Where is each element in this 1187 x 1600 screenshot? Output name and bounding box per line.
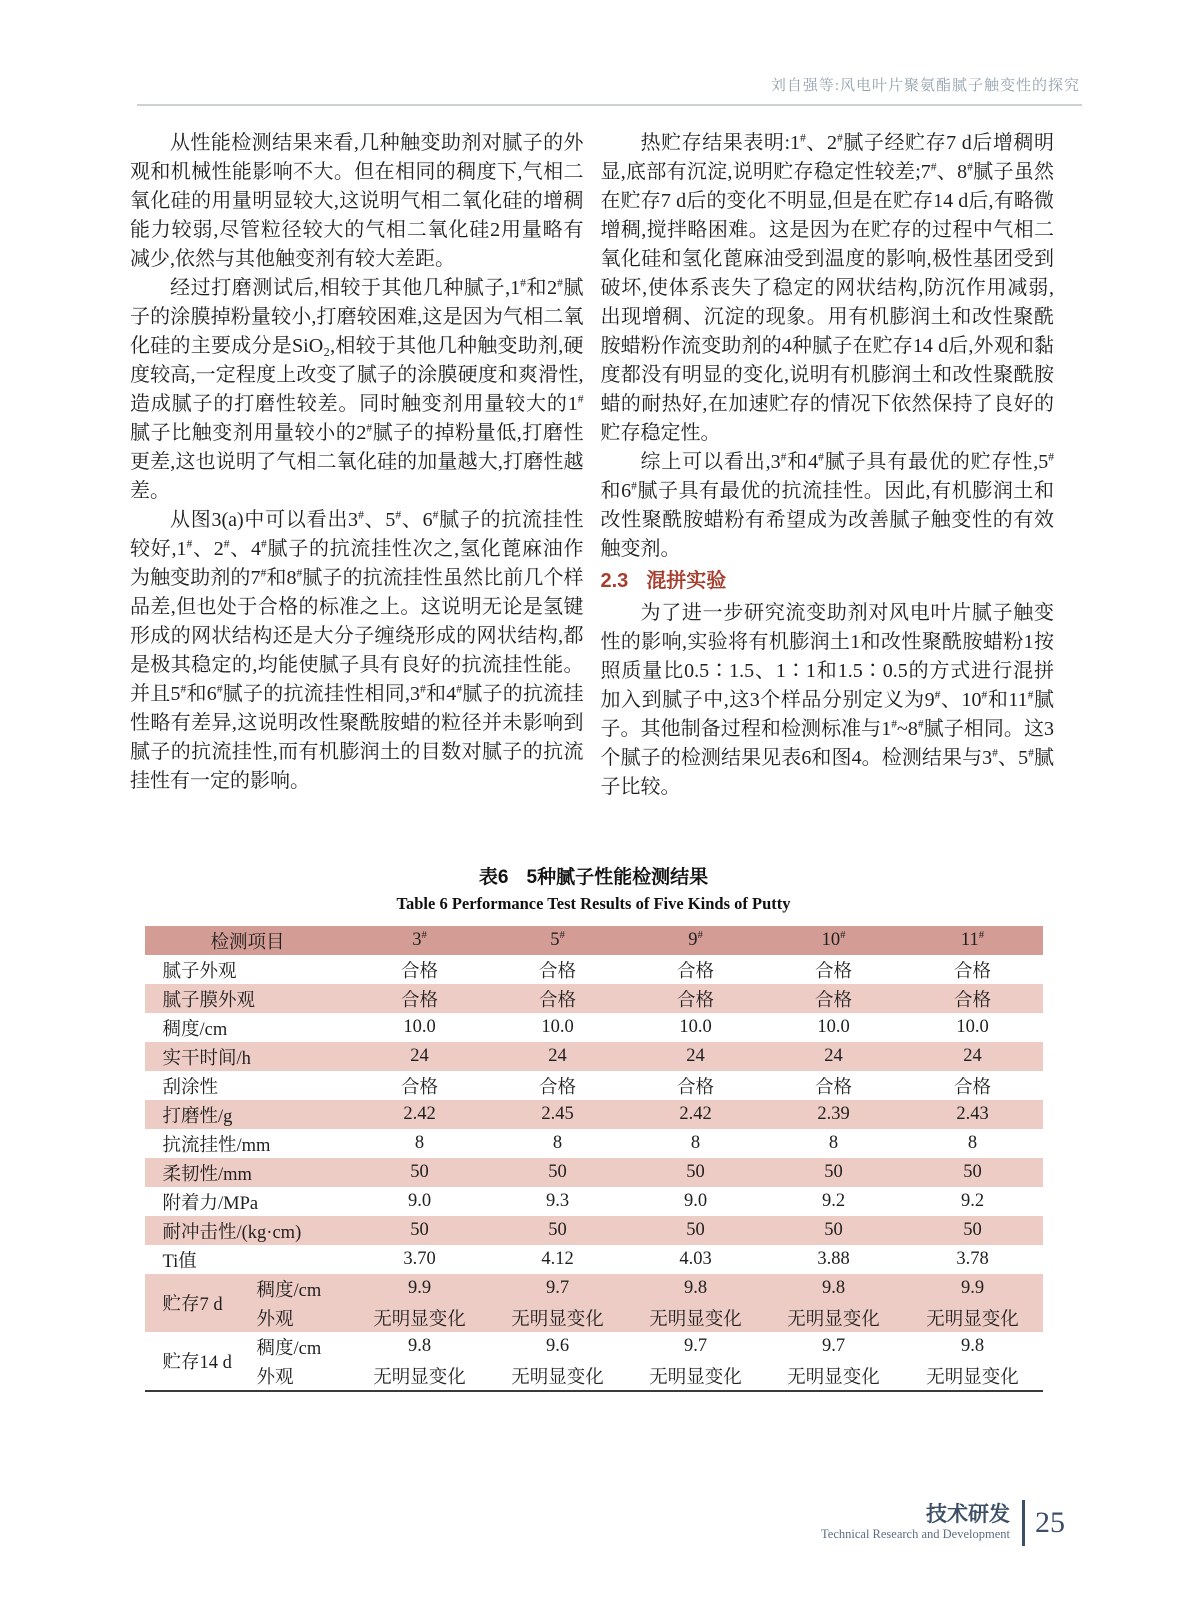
table-row (145, 1071, 1043, 1100)
cell: 9.8 (407, 1336, 432, 1356)
cell: 无明显变化 (373, 1309, 466, 1330)
header-cell-sample: 5# (550, 928, 565, 950)
table-row (145, 1187, 1043, 1216)
cell: 4.03 (679, 1249, 712, 1269)
cell: 4.12 (541, 1249, 574, 1269)
storage-group-row (145, 1274, 1043, 1303)
footer-divider (1022, 1500, 1025, 1546)
cell: 合格 (814, 990, 852, 1011)
cell: 合格 (676, 990, 714, 1011)
cell: 24 (686, 1046, 705, 1066)
cell: 9.7 (821, 1336, 846, 1356)
cell: 8 (552, 1133, 563, 1153)
storage-group-row (145, 1332, 1043, 1361)
cell: 2.42 (403, 1104, 436, 1124)
cell: 9.3 (545, 1191, 570, 1211)
cell: 无明显变化 (787, 1367, 880, 1388)
footer-section-zh: 技术研发 (926, 1503, 1010, 1526)
page-footer (821, 1500, 1065, 1546)
section-title: 混拼实验 (646, 570, 727, 592)
cell: 无明显变化 (511, 1309, 604, 1330)
cell: 8 (414, 1133, 425, 1153)
cell: 无明显变化 (787, 1309, 880, 1330)
cell: 24 (410, 1046, 429, 1066)
paragraph: 经过打磨测试后,相较于其他几种腻子,1#和2#腻子的涂膜掉粉量较小,打磨较困难,这是因为气相二氧化硅的主要成分是SiO₂,相较于其他几种触变助剂,硬度较高,一定程度上改变了腻子的涂膜硬度和爽滑性,造成腻子的打磨性较差。同时触变剂用量较大的1#腻子比触变剂用量较小的2#腻子的掉粉量低,打磨性更差,这也说明了气相二氧化硅的加量越大,打磨性越差。 (130, 276, 584, 502)
cell: 9.7 (545, 1278, 570, 1298)
sub-row-label: 外观 (256, 1367, 294, 1388)
table-row (145, 1129, 1043, 1158)
cell: 合格 (953, 961, 991, 982)
cell: 9.2 (821, 1191, 846, 1211)
cell: 合格 (538, 961, 576, 982)
cell: 2.39 (817, 1104, 850, 1124)
header-cell-sample: 3# (412, 928, 427, 950)
paragraph: 综上可以看出,3#和4#腻子具有最优的贮存性,5#和6#腻子具有最优的抗流挂性。因此,有机膨润土和改性聚酰胺蜡粉有希望成为改善腻子触变性的有效触变剂。 (600, 450, 1055, 560)
cell: 50 (410, 1220, 429, 1240)
cell: 10.0 (956, 1017, 989, 1037)
cell: 合格 (676, 961, 714, 982)
header-cell-sample: 10# (821, 928, 846, 950)
article-body (130, 129, 1054, 802)
storage-group-row (145, 1361, 1043, 1391)
cell: 9.9 (407, 1278, 432, 1298)
group-label: 贮存7 d (162, 1295, 223, 1315)
cell: 合格 (400, 1077, 438, 1098)
page-number: 25 (1035, 1506, 1065, 1539)
table-row (145, 1100, 1043, 1129)
table-row (145, 1245, 1043, 1274)
cell: 2.42 (679, 1104, 712, 1124)
cell: 3.78 (956, 1249, 989, 1269)
table-row (145, 1158, 1043, 1187)
header-cell-item: 检测项目 (210, 932, 285, 953)
table6-title-zh-text: 5种腻子性能检测结果 (526, 867, 709, 888)
article-right-column (601, 129, 1055, 802)
table-row (145, 984, 1043, 1013)
cell: 9.8 (683, 1278, 708, 1298)
cell: 合格 (814, 961, 852, 982)
cell: 9.2 (960, 1191, 985, 1211)
row-label: 抗流挂性/mm (162, 1135, 271, 1156)
cell: 8 (967, 1133, 978, 1153)
cell: 50 (824, 1162, 843, 1182)
cell: 2.43 (956, 1104, 989, 1124)
cell: 24 (548, 1046, 567, 1066)
cell: 合格 (538, 1077, 576, 1098)
cell: 3.88 (817, 1249, 850, 1269)
paragraph: 从性能检测结果来看,几种触变助剂对腻子的外观和机械性能影响不大。但在相同的稠度下,气相二氧化硅的用量明显较大,这说明气相二氧化硅的增稠能力较弱,尽管粒径较大的气相二氧化硅2用量略有减少,依然与其他触变剂有较大差距。 (130, 132, 584, 270)
table6-title-en: Table 6 Performance Test Results of Five Kinds of Putty (396, 894, 791, 913)
article-left-column (130, 129, 584, 802)
footer-section (821, 1504, 1010, 1542)
cell: 合格 (400, 961, 438, 982)
sub-row-label: 外观 (256, 1309, 294, 1330)
cell: 无明显变化 (649, 1367, 742, 1388)
cell: 50 (548, 1162, 567, 1182)
cell: 9.6 (545, 1336, 570, 1356)
paragraph: 从图3(a)中可以看出3#、5#、6#腻子的抗流挂性较好,1#、2#、4#腻子的抗流挂性次之,氢化蓖麻油作为触变助剂的7#和8#腻子的抗流挂性虽然比前几个样品差,但也处于合格的标准之上。这说明无论是氢键形成的网状结构还是大分子缠绕形成的网状结构,都是极其稳定的,均能使腻子具有良好的抗流挂性能。并且5#和6#腻子的抗流挂性相同,3#和4#腻子的抗流挂性略有差异,这说明改性聚酰胺蜡的粒径并未影响到腻子的抗流挂性,而有机膨润土的目数对腻子的抗流挂性有一定的影响。 (130, 508, 584, 792)
header-rule (137, 104, 1082, 106)
table6-title-zh-label: 表6 (478, 867, 509, 888)
cell: 2.45 (541, 1104, 574, 1124)
paragraph: 为了进一步研究流变助剂对风电叶片腻子触变性的影响,实验将有机膨润土1和改性聚酰胺蜡粉1按照质量比0.5∶1.5、1∶1和1.5∶0.5的方式进行混拼加入到腻子中,这3个样品分别定义为9#、10#和11#腻子。其他制备过程和检测标准与1#~8#腻子相同。这3个腻子的检测结果见表6和图4。检测结果与3#、5#腻子比较。 (600, 602, 1055, 798)
table6-title-zh (0, 862, 1187, 889)
cell: 50 (548, 1220, 567, 1240)
cell: 3.70 (403, 1249, 436, 1269)
cell: 9.8 (960, 1336, 985, 1356)
row-label: 打磨性/g (162, 1106, 233, 1127)
sub-row-label: 稠度/cm (256, 1338, 322, 1359)
row-label: 刮涂性 (162, 1077, 219, 1098)
row-label: 耐冲击性/(kg·cm) (162, 1222, 302, 1243)
cell: 合格 (676, 1077, 714, 1098)
cell: 10.0 (541, 1017, 574, 1037)
cell: 无明显变化 (926, 1309, 1019, 1330)
table-row (145, 1216, 1043, 1245)
cell: 无明显变化 (926, 1367, 1019, 1388)
group-label: 贮存14 d (162, 1353, 232, 1373)
row-label: 腻子膜外观 (162, 990, 256, 1011)
cell: 50 (686, 1162, 705, 1182)
cell: 无明显变化 (511, 1367, 604, 1388)
cell: 9.0 (683, 1191, 708, 1211)
row-label: 附着力/MPa (162, 1193, 259, 1214)
running-title: 刘自强等:风电叶片聚氨酯腻子触变性的探究 (770, 78, 1080, 94)
row-label: 实干时间/h (162, 1048, 251, 1069)
table-row (145, 1042, 1043, 1071)
cell: 24 (824, 1046, 843, 1066)
header-cell-sample: 9# (688, 928, 703, 950)
cell: 9.9 (960, 1278, 985, 1298)
cell: 合格 (953, 1077, 991, 1098)
sub-row-label: 稠度/cm (256, 1280, 322, 1301)
cell: 8 (690, 1133, 701, 1153)
cell: 50 (824, 1220, 843, 1240)
row-label: Ti值 (162, 1251, 197, 1272)
table-row (145, 955, 1043, 984)
header-cell-sample: 11# (960, 928, 985, 950)
cell: 8 (828, 1133, 839, 1153)
cell: 9.0 (407, 1191, 432, 1211)
cell: 50 (410, 1162, 429, 1182)
table6 (145, 926, 1043, 1392)
paragraph: 热贮存结果表明:1#、2#腻子经贮存7 d后增稠明显,底部有沉淀,说明贮存稳定性较差;7#、8#腻子虽然在贮存7 d后的变化不明显,但是在贮存14 d后,有略微增稠,搅拌略困难。这是因为在贮存的过程中气相二氧化硅和氢化蓖麻油受到温度的影响,极性基团受到破坏,使体系丧失了稳定的网状结构,防沉作用减弱,出现增稠、沉淀的现象。用有机膨润土和改性聚酰胺蜡粉作流变助剂的4种腻子在贮存14 d后,外观和黏度都没有明显的变化,说明有机膨润土和改性聚酰胺蜡的耐热好,在加速贮存的情况下依然保持了良好的贮存稳定性。 (600, 131, 1055, 444)
table-row (145, 1013, 1043, 1042)
cell: 50 (963, 1220, 982, 1240)
table6-section (0, 862, 1187, 1392)
row-label: 腻子外观 (162, 961, 237, 982)
cell: 9.8 (821, 1278, 846, 1298)
cell: 50 (963, 1162, 982, 1182)
cell: 合格 (400, 990, 438, 1011)
cell: 9.7 (683, 1336, 708, 1356)
section-number: 2.3 (600, 570, 629, 592)
row-label: 柔韧性/mm (162, 1164, 252, 1185)
footer-section-en: Technical Research and Development (821, 1527, 1010, 1541)
cell: 10.0 (679, 1017, 712, 1037)
cell: 合格 (814, 1077, 852, 1098)
cell: 合格 (538, 990, 576, 1011)
cell: 无明显变化 (373, 1367, 466, 1388)
cell: 10.0 (403, 1017, 436, 1037)
cell: 合格 (953, 990, 991, 1011)
cell: 10.0 (817, 1017, 850, 1037)
cell: 50 (686, 1220, 705, 1240)
cell: 无明显变化 (649, 1309, 742, 1330)
section-heading (601, 567, 1055, 596)
table-header-row (145, 926, 1043, 955)
storage-group-row (145, 1303, 1043, 1332)
row-label: 稠度/cm (162, 1019, 228, 1040)
cell: 24 (963, 1046, 982, 1066)
